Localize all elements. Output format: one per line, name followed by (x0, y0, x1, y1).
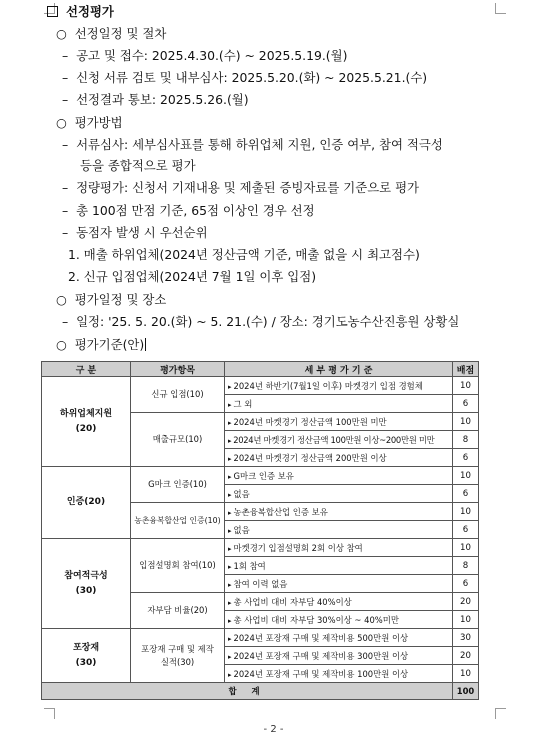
criteria-cell: ▸ 없음 (225, 485, 453, 503)
total-row (42, 683, 479, 700)
item-cell: G마크 인증(10) (131, 467, 225, 503)
page-corner-mark (44, 708, 55, 719)
priority-item: 2. 신규 입점업체(2024년 7월 1일 이후 입점) (68, 269, 317, 284)
method-item: – 정량평가: 신청서 기재내용 및 제출된 증빙자료를 기준으로 평가 (62, 180, 420, 195)
method-heading: ○ 평가방법 (56, 115, 123, 130)
priority-item: 1. 매출 하위업체(2024년 정산금액 기준, 매출 없을 시 최고점수) (68, 247, 420, 262)
criteria-cell: ▸ 2024년 포장재 구매 및 제작비용 500만원 이상 (225, 629, 453, 647)
criteria-cell: ▸ 총 사업비 대비 자부담 40%이상 (225, 593, 453, 611)
score-cell: 6 (453, 395, 479, 413)
score-cell: 10 (453, 503, 479, 521)
item-cell: 농촌융복합산업 인증(10) (131, 503, 225, 539)
venue-item: – 일정: '25. 5. 20.(화) ~ 5. 21.(수) / 장소: 경기도농수산진흥원 상황실 (62, 314, 460, 329)
method-item: – 동점자 발생 시 우선순위 (62, 225, 208, 240)
total-score: 100 (453, 683, 479, 700)
evaluation-criteria-table (41, 361, 479, 700)
table-row (42, 377, 479, 395)
score-cell: 30 (453, 629, 479, 647)
page-corner-mark (495, 3, 506, 14)
page-number: - 2 - (263, 724, 284, 735)
category-cell: 참여적극성 (30) (42, 539, 131, 629)
table-row (42, 629, 479, 647)
item-cell: 신규 입점(10) (131, 377, 225, 413)
table-row (42, 539, 479, 557)
category-cell: 하위업체지원 (20) (42, 377, 131, 467)
score-cell: 10 (453, 377, 479, 395)
criteria-cell: ▸ 2024년 하반기(7월1일 이후) 마켓경기 입점 경험체 (225, 377, 453, 395)
method-item: – 총 100점 만점 기준, 65점 이상인 경우 선정 (62, 203, 315, 218)
score-cell: 10 (453, 665, 479, 683)
score-cell: 10 (453, 611, 479, 629)
method-item-continued: 등을 종합적으로 평가 (80, 158, 196, 173)
page-corner-mark (495, 708, 506, 719)
score-cell: 20 (453, 593, 479, 611)
criteria-cell: ▸ 총 사업비 대비 자부담 30%이상 ~ 40%미만 (225, 611, 453, 629)
text-cursor (145, 338, 146, 351)
category-cell: 포장재 (30) (42, 629, 131, 683)
score-cell: 8 (453, 557, 479, 575)
criteria-cell: ▸ 2024년 포장재 구매 및 제작비용 100만원 이상 (225, 665, 453, 683)
item-cell: 입점설명회 참여(10) (131, 539, 225, 593)
method-item: – 서류심사: 세부심사표를 통해 하위업체 지원, 인증 여부, 참여 적극성 (62, 137, 443, 152)
score-cell: 6 (453, 575, 479, 593)
schedule-item: – 공고 및 접수: 2025.4.30.(수) ~ 2025.5.19.(월) (62, 48, 348, 63)
category-cell: 인증(20) (42, 467, 131, 539)
criteria-cell: ▸ 2024년 마켓경기 정산금액 200만원 이상 (225, 449, 453, 467)
criteria-cell: ▸ 참여 이력 없음 (225, 575, 453, 593)
criteria-heading: ○ 평가기준(안) (56, 337, 145, 352)
item-cell: 자부담 비율(20) (131, 593, 225, 629)
section-title: 선정평가 (47, 4, 114, 20)
criteria-cell: ▸ 농촌융복합산업 인증 보유 (225, 503, 453, 521)
checkbox-square-icon (47, 6, 58, 17)
venue-heading: ○ 평가일정 및 장소 (56, 292, 167, 307)
criteria-cell: ▸ 없음 (225, 521, 453, 539)
item-cell: 매출규모(10) (131, 413, 225, 467)
total-label: 합 계 (42, 683, 453, 700)
criteria-cell: ▸ 그 외 (225, 395, 453, 413)
header-item: 평가항목 (131, 362, 225, 377)
score-cell: 20 (453, 647, 479, 665)
score-cell: 10 (453, 539, 479, 557)
score-cell: 10 (453, 467, 479, 485)
header-criteria: 세 부 평 가 기 준 (225, 362, 453, 377)
score-cell: 6 (453, 521, 479, 539)
schedule-item: – 신청 서류 검토 및 내부심사: 2025.5.20.(화) ~ 2025.5.21.(수) (62, 70, 428, 85)
table-header-row (42, 362, 479, 377)
item-cell: 포장재 구매 및 제작 실적(30) (131, 629, 225, 683)
criteria-cell: ▸ 1회 참여 (225, 557, 453, 575)
criteria-cell: ▸ 2024년 마켓경기 정산금액 100만원 이상~200만원 미만 (225, 431, 453, 449)
criteria-cell: ▸ G마크 인증 보유 (225, 467, 453, 485)
header-category: 구 분 (42, 362, 131, 377)
schedule-heading: ○ 선정일정 및 절차 (56, 26, 167, 41)
header-score: 배점 (453, 362, 479, 377)
score-cell: 10 (453, 413, 479, 431)
score-cell: 6 (453, 449, 479, 467)
score-cell: 8 (453, 431, 479, 449)
criteria-cell: ▸ 2024년 마켓경기 정산금액 100만원 미만 (225, 413, 453, 431)
schedule-item: – 선정결과 통보: 2025.5.26.(월) (62, 92, 249, 107)
score-cell: 6 (453, 485, 479, 503)
criteria-cell: ▸ 마켓경기 입점설명회 2회 이상 참여 (225, 539, 453, 557)
table-row (42, 467, 479, 485)
criteria-cell: ▸ 2024년 포장재 구매 및 제작비용 300만원 이상 (225, 647, 453, 665)
